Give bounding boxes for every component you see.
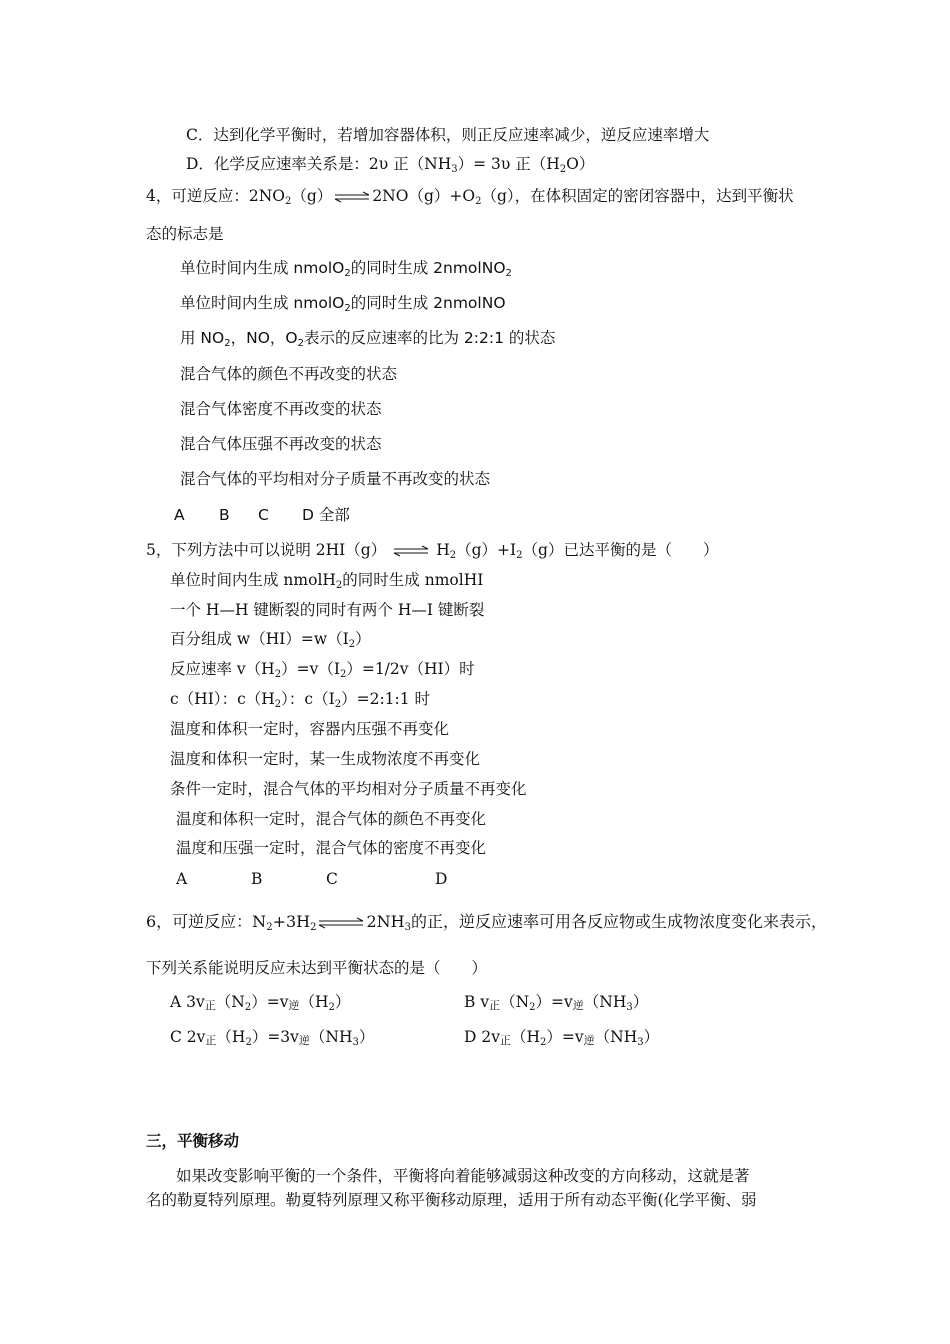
q4-item-4: 混合气体的颜色不再改变的状态: [180, 365, 398, 383]
q5-choice-c: C: [326, 870, 338, 888]
q4-stem: 4，可逆反应：$2NO_2(g)$ $2NO(g)+O_2(g)$，在体积固定的密闭容器中，达到平衡状: [146, 187, 794, 207]
q4-item-2: 单位时间内生成 nmolO$_2$的同时生成 2nmolNO: [180, 294, 506, 314]
q5-item-8: 条件一定时，混合气体的平均相对分子质量不再变化: [170, 780, 527, 798]
q5-item-7: 温度和体积一定时，某一生成物浓度不再变化: [170, 750, 481, 768]
q4-choice-b: B: [219, 506, 230, 524]
q3-option-c: C．达到化学平衡时，若增加容器体积，则正反应速率减少，逆反应速率增大: [186, 126, 710, 144]
q5-choice-d: D: [435, 870, 448, 888]
q4-choice-a: A: [174, 506, 185, 524]
section-3-title: 三，平衡移动: [146, 1131, 240, 1150]
section-3-paragraph-line2: 名的勒夏特列原理。勒夏特列原理又称平衡移动原理，适用于所有动态平衡(化学平衡、弱: [146, 1191, 757, 1209]
q5-item-3: 百分组成 $w(HI)=w(I_2)$: [170, 630, 371, 650]
section-3-paragraph-line1: 如果改变影响平衡的一个条件，平衡将向着能够减弱这种改变的方向移动，这就是著: [176, 1167, 750, 1185]
q5-stem: 5，下列方法中可以说明 2HI（g） $H_2(g)+I_2(g)$已达平衡的是（ ）: [146, 541, 719, 561]
q4-item-6: 混合气体压强不再改变的状态: [180, 435, 382, 453]
q3-option-d: D．化学反应速率关系是：2υ 正$(NH_3)= 3\upsilon$ 正$(H_2O)$: [186, 155, 595, 175]
q5-item-9: 温度和体积一定时，混合气体的颜色不再变化: [176, 810, 487, 828]
q4-item-7: 混合气体的平均相对分子质量不再改变的状态: [180, 470, 491, 488]
q6-stem-line2: 下列关系能说明反应未达到平衡状态的是（ ）: [146, 959, 488, 977]
q5-item-6: 温度和体积一定时，容器内压强不再变化: [170, 720, 450, 738]
q5-item-2: 一个 H—H 键断裂的同时有两个 H—I 键断裂: [170, 601, 485, 619]
q5-choice-b: B: [251, 870, 263, 888]
q6-option-b: B v正$(N_2)=v$逆$(NH_3)$: [464, 993, 649, 1013]
equilibrium-arrow-icon: [317, 917, 365, 929]
q5-item-4: 反应速率 $v(H_2)=v(I_2)=1/2v(HI)$时: [170, 660, 475, 680]
q4-item-1: 单位时间内生成 nmolO$_2$的同时生成 2nmolNO$_2$: [180, 259, 512, 279]
q4-item-3: 用 $NO_2$，NO，$O_2$表示的反应速率的比为 2:2:1 的状态: [180, 329, 556, 349]
q4-choice-c: C: [258, 506, 269, 524]
q5-item-5: c（HI）：$c(H_2)$：$c(I_2)=2:1:1$ 时: [170, 690, 431, 710]
q6-option-c: C 2v正$(H_2)=3v$逆$(NH_3)$: [170, 1028, 375, 1048]
q4-item-5: 混合气体密度不再改变的状态: [180, 400, 382, 418]
q5-choice-a: A: [176, 870, 188, 888]
q5-item-10: 温度和压强一定时，混合气体的密度不再变化: [176, 839, 487, 857]
q4-choice-d: D 全部: [302, 506, 350, 524]
q6-option-a: A 3v正$(N_2)=v$逆$(H_2)$: [170, 993, 351, 1013]
q4-stem-line2: 态的标志是: [146, 225, 224, 243]
equilibrium-arrow-icon: [392, 545, 430, 557]
q5-item-1: 单位时间内生成 nmolH$_2$的同时生成 nmolHI: [170, 571, 484, 591]
q6-option-d: D 2v正$(H_2)=v$逆$(NH_3)$: [464, 1028, 660, 1048]
q6-stem: 6，可逆反应：$N_2+3H_2$ $2NH_3$的正，逆反应速率可用各反应物或生成物浓度变化来表示，: [146, 912, 828, 933]
equilibrium-arrow-icon: [333, 191, 371, 203]
